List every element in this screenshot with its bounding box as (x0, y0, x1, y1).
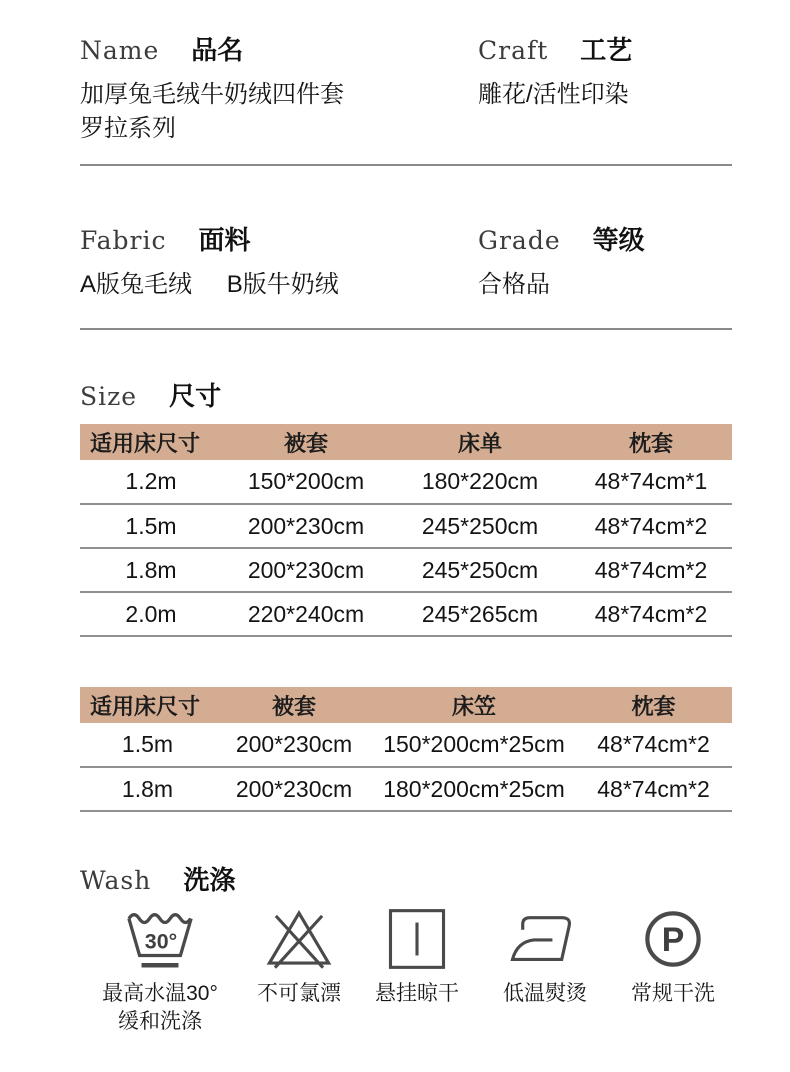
cell-flat-sheet: 245*265cm (390, 592, 570, 636)
wash-care-item-hang-dry (358, 904, 476, 1008)
section-fabric-grade (80, 220, 732, 302)
divider-2 (80, 328, 732, 330)
cell-pillowcase: 48*74cm*2 (570, 548, 732, 592)
fabric-heading-zh: 面料 (198, 225, 251, 255)
wash-heading (80, 860, 732, 895)
section-name-craft (80, 30, 732, 146)
table-row (80, 548, 732, 592)
cell-pillowcase: 48*74cm*2 (570, 504, 732, 548)
no-bleach-icon (262, 904, 336, 974)
fabric-value-a: A版兔毛绒 (80, 271, 193, 298)
wash-care-item-dry-clean (614, 904, 732, 1008)
grade-heading-en: Grade (478, 226, 561, 255)
cell-duvet-cover: 200*230cm (222, 504, 390, 548)
craft-heading-en: Craft (478, 36, 549, 65)
table-row (80, 592, 732, 636)
wash-care-item-iron-low (477, 904, 613, 1008)
cell-bed-size: 1.2m (80, 460, 222, 504)
wash-heading-zh: 洗涤 (183, 865, 236, 895)
cell-pillowcase: 48*74cm*2 (575, 767, 732, 811)
table-row (80, 767, 732, 811)
col-header-bed-size: 适用床尺寸 (90, 693, 201, 719)
wash-30-icon (119, 904, 201, 974)
cell-flat-sheet: 180*220cm (390, 460, 570, 504)
divider-1 (80, 164, 732, 166)
cell-bed-size: 1.5m (80, 723, 215, 767)
craft-heading (478, 30, 732, 65)
cell-fitted-sheet: 180*200cm*25cm (373, 767, 575, 811)
cell-flat-sheet: 245*250cm (390, 504, 570, 548)
cell-flat-sheet: 245*250cm (390, 548, 570, 592)
table-row (80, 460, 732, 504)
wash-care-label (102, 980, 218, 1036)
dry-clean-icon (641, 904, 705, 974)
table-row (80, 723, 732, 767)
wash-care-item-max-temp (80, 904, 240, 1036)
col-header-fitted-sheet: 床笠 (451, 693, 496, 719)
craft-value: 雕花/活性印染 (478, 81, 629, 108)
wash-care-label: 悬挂晾干 (375, 982, 459, 1005)
grade-heading-zh: 等级 (592, 225, 645, 255)
hang-dry-icon (385, 904, 449, 974)
wash-care-item-no-bleach (241, 904, 357, 1008)
wash-heading-en: Wash (80, 866, 152, 895)
svg-text:P: P (661, 920, 685, 959)
cell-duvet-cover: 220*240cm (222, 592, 390, 636)
grade-heading (478, 220, 732, 255)
fabric-value (80, 268, 478, 302)
grade-value: 合格品 (478, 271, 550, 298)
size-heading (80, 376, 732, 411)
size-table-1-header-row (80, 424, 732, 460)
col-header-bed-size: 适用床尺寸 (90, 430, 201, 456)
product-name-line1: 加厚兔毛绒牛奶绒四件套 (80, 81, 344, 108)
cell-pillowcase: 48*74cm*2 (575, 723, 732, 767)
grade-block (478, 220, 732, 302)
fabric-value-b: B版牛奶绒 (226, 271, 339, 298)
cell-pillowcase: 48*74cm*2 (570, 592, 732, 636)
wash-care-label: 低温熨烫 (503, 982, 587, 1005)
product-name-line2: 罗拉系列 (80, 115, 176, 142)
col-header-pillowcase: 枕套 (631, 693, 676, 719)
craft-block (478, 30, 732, 146)
size-table-1 (80, 424, 732, 637)
cell-duvet-cover: 200*230cm (215, 767, 373, 811)
cell-pillowcase: 48*74cm*1 (570, 460, 732, 504)
size-table-2-header-row (80, 687, 732, 723)
wash-care-label-line2: 缓和洗涤 (117, 1010, 202, 1033)
product-name-value (80, 78, 478, 146)
cell-fitted-sheet: 150*200cm*25cm (373, 723, 575, 767)
size-heading-zh: 尺寸 (169, 381, 222, 411)
cell-duvet-cover: 200*230cm (215, 723, 373, 767)
cell-duvet-cover: 150*200cm (222, 460, 390, 504)
wash-care-row (80, 904, 732, 1036)
table-row (80, 504, 732, 548)
size-heading-en: Size (80, 382, 138, 411)
col-header-duvet-cover: 被套 (283, 430, 328, 456)
cell-bed-size: 1.8m (80, 767, 215, 811)
wash-care-label: 常规干洗 (631, 982, 715, 1005)
cell-bed-size: 1.5m (80, 504, 222, 548)
name-heading-en: Name (80, 36, 160, 65)
craft-heading-zh: 工艺 (580, 35, 633, 65)
svg-text:30°: 30° (144, 929, 178, 954)
size-table-2 (80, 687, 732, 812)
name-heading (80, 30, 478, 65)
fabric-heading-en: Fabric (80, 226, 167, 255)
col-header-pillowcase: 枕套 (628, 430, 673, 456)
fabric-heading (80, 220, 478, 255)
iron-low-icon (506, 904, 584, 974)
cell-bed-size: 2.0m (80, 592, 222, 636)
wash-care-label: 不可氯漂 (257, 982, 341, 1005)
col-header-flat-sheet: 床单 (457, 430, 502, 456)
name-heading-zh: 品名 (191, 35, 244, 65)
fabric-block (80, 220, 478, 302)
cell-bed-size: 1.8m (80, 548, 222, 592)
col-header-duvet-cover: 被套 (271, 693, 316, 719)
cell-duvet-cover: 200*230cm (222, 548, 390, 592)
wash-care-label-line1: 最高水温30° (102, 982, 218, 1005)
name-block (80, 30, 478, 146)
